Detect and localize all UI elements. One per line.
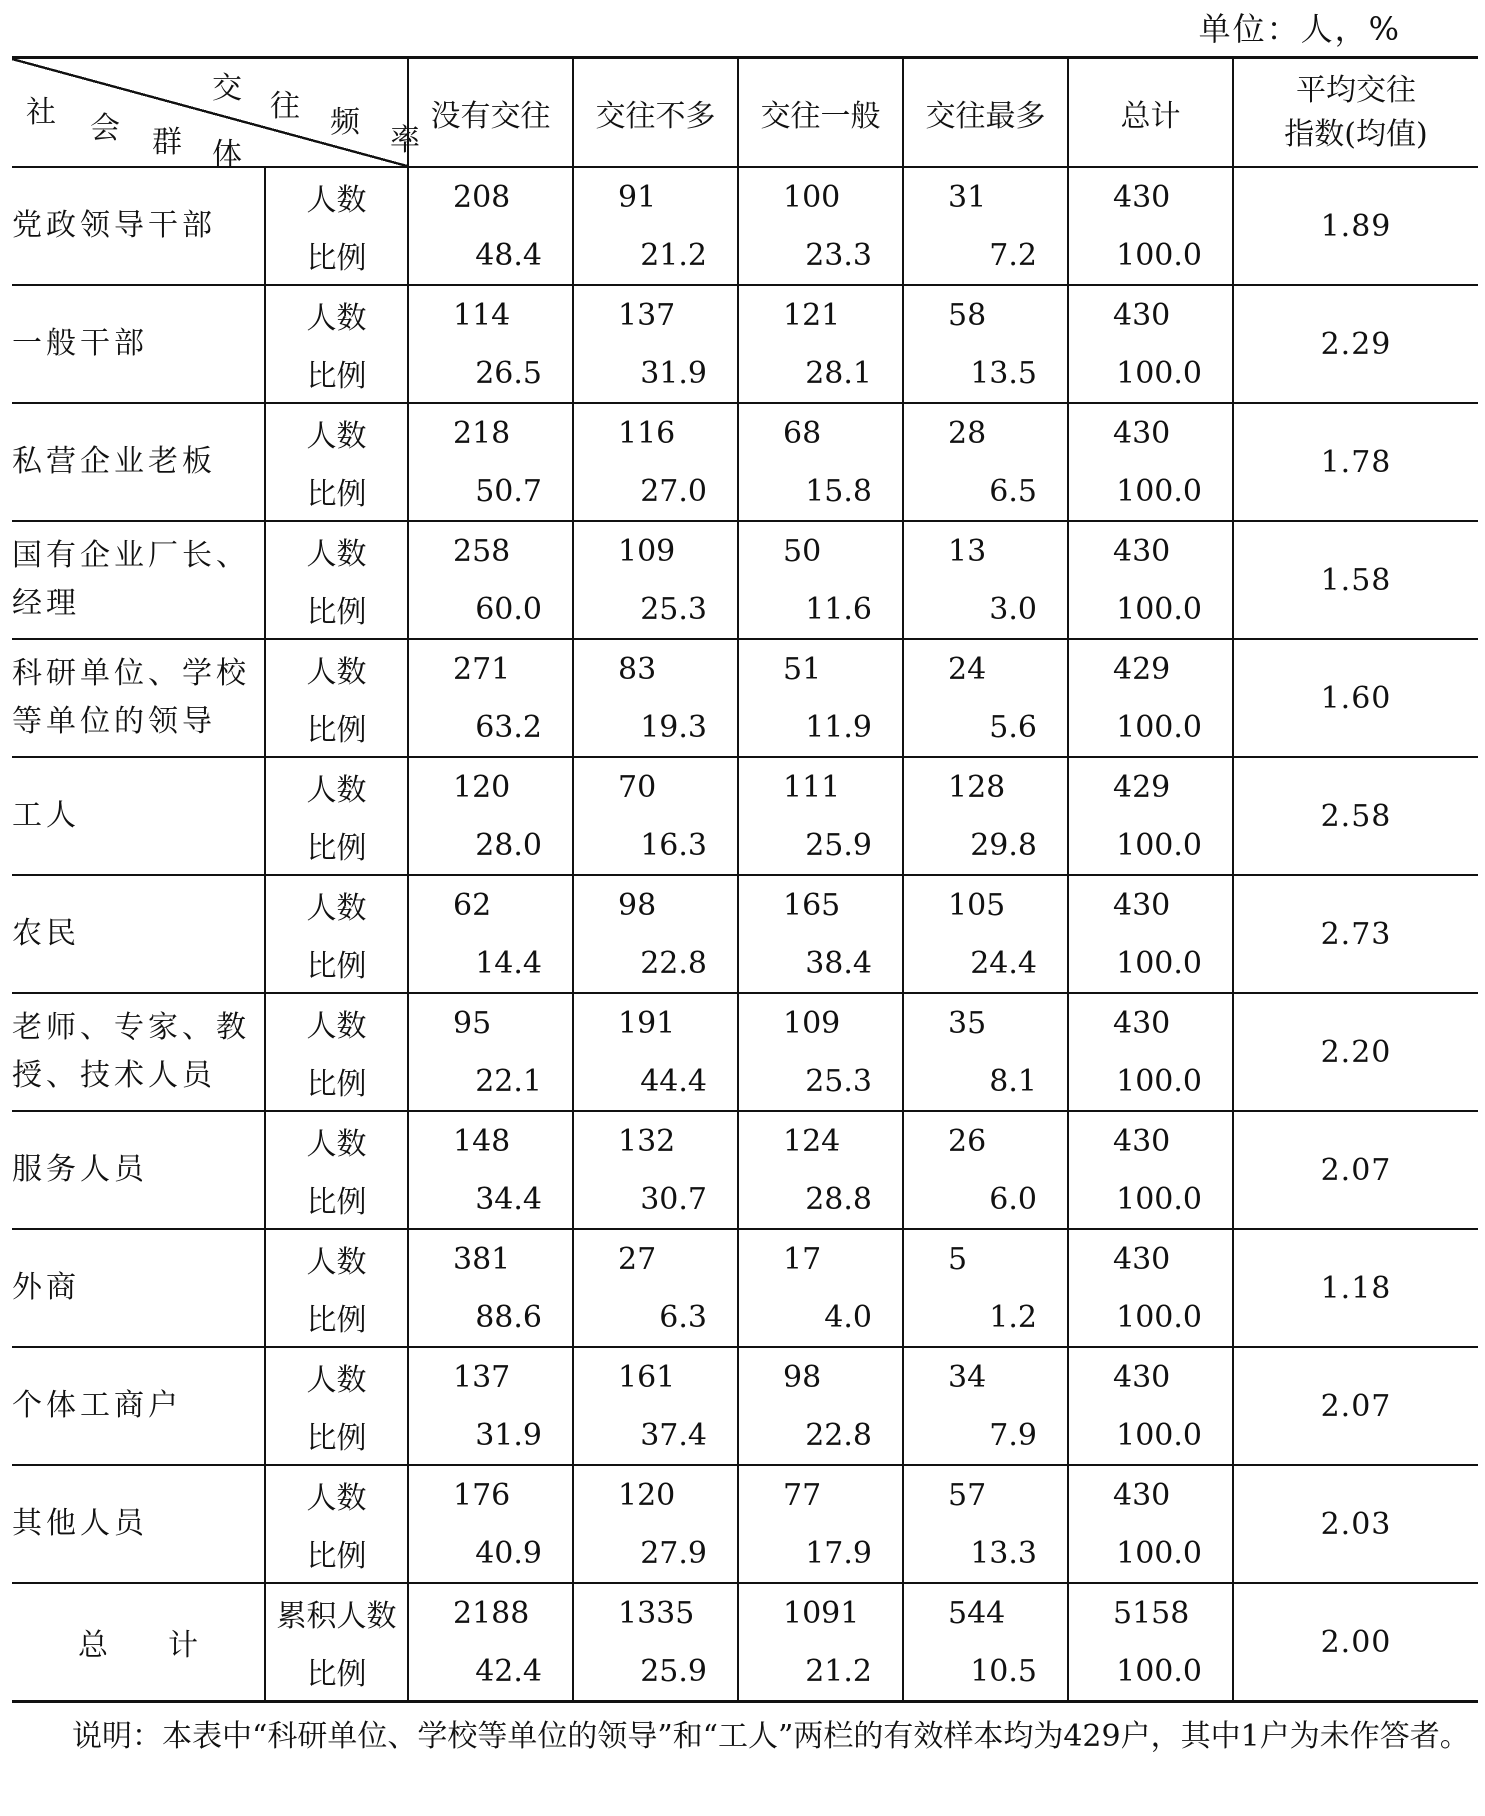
ratio-value: 50.7	[475, 473, 542, 509]
count-value: 430	[1113, 1005, 1171, 1041]
table-row	[12, 167, 1478, 285]
value-cell	[573, 1229, 738, 1347]
value-cell	[1068, 1583, 1233, 1702]
ratio-value: 48.4	[475, 237, 542, 273]
table-row	[12, 875, 1478, 993]
count-value: 176	[453, 1477, 511, 1513]
ratio-label: 比例	[306, 949, 367, 984]
table-row	[12, 1229, 1478, 1347]
col-header: 交往一般	[738, 58, 903, 168]
ratio-value: 11.9	[805, 709, 872, 745]
count-value: 1335	[618, 1595, 695, 1631]
value-cell	[573, 1111, 738, 1229]
ratio-value: 30.7	[640, 1181, 707, 1217]
value-cell	[1068, 639, 1233, 757]
count-value: 98	[618, 887, 657, 923]
count-label: 人数	[306, 1009, 367, 1044]
count-value: 544	[948, 1595, 1006, 1631]
sub-label-cell	[265, 1347, 408, 1465]
ratio-label: 比例	[306, 1185, 367, 1220]
count-value: 26	[948, 1123, 987, 1159]
value-cell	[1068, 403, 1233, 521]
table-row	[12, 993, 1478, 1111]
avg-index-value: 1.18	[1233, 1229, 1478, 1347]
table-row	[12, 521, 1478, 639]
value-cell	[738, 1229, 903, 1347]
diag-bottom-char: 群	[152, 125, 182, 160]
sub-label-cell	[265, 521, 408, 639]
count-label: 人数	[306, 183, 367, 218]
count-value: 34	[948, 1359, 987, 1395]
count-value: 430	[1113, 1241, 1171, 1277]
avg-index-value: 1.78	[1233, 403, 1478, 521]
value-cell	[1068, 1347, 1233, 1465]
count-value: 120	[618, 1477, 676, 1513]
ratio-value: 6.0	[989, 1181, 1037, 1217]
value-cell	[408, 167, 573, 285]
count-value: 430	[1113, 179, 1171, 215]
avg-index-value: 2.73	[1233, 875, 1478, 993]
value-cell	[738, 403, 903, 521]
count-value: 430	[1113, 1123, 1171, 1159]
avg-index-value: 1.89	[1233, 167, 1478, 285]
ratio-value: 100.0	[1116, 1535, 1202, 1571]
count-value: 161	[618, 1359, 676, 1395]
count-value: 98	[783, 1359, 822, 1395]
count-value: 137	[618, 297, 676, 333]
count-value: 132	[618, 1123, 676, 1159]
ratio-value: 25.3	[805, 1063, 872, 1099]
count-value: 27	[618, 1241, 657, 1277]
count-value: 109	[618, 533, 676, 569]
ratio-label: 比例	[306, 1657, 367, 1692]
ratio-value: 38.4	[805, 945, 872, 981]
ratio-value: 5.6	[989, 709, 1037, 745]
ratio-label: 比例	[306, 831, 367, 866]
count-value: 51	[783, 651, 822, 687]
count-value: 5158	[1113, 1595, 1190, 1631]
value-cell	[408, 521, 573, 639]
count-value: 116	[618, 415, 676, 451]
ratio-value: 13.3	[970, 1535, 1037, 1571]
group-name: 服务人员	[12, 1111, 265, 1229]
avg-col-header	[1233, 58, 1478, 168]
col-header: 交往不多	[573, 58, 738, 168]
table-row	[12, 285, 1478, 403]
ratio-value: 100.0	[1116, 355, 1202, 391]
value-cell	[903, 521, 1068, 639]
diag-top-char: 往	[270, 89, 300, 124]
diag-top-char: 率	[390, 123, 420, 158]
sub-label-cell	[265, 1111, 408, 1229]
ratio-value: 25.9	[805, 827, 872, 863]
count-label: 人数	[306, 773, 367, 808]
ratio-value: 27.0	[640, 473, 707, 509]
ratio-value: 6.5	[989, 473, 1037, 509]
value-cell	[573, 1465, 738, 1583]
value-cell	[408, 1111, 573, 1229]
ratio-value: 17.9	[805, 1535, 872, 1571]
count-label: 人数	[306, 1481, 367, 1516]
diag-bottom-char: 体	[212, 137, 242, 172]
avg-header-line1: 平均交往	[1296, 72, 1416, 108]
sub-label-cell	[265, 1465, 408, 1583]
ratio-label: 比例	[306, 595, 367, 630]
count-label: 人数	[306, 301, 367, 336]
value-cell	[1068, 875, 1233, 993]
value-cell	[903, 403, 1068, 521]
ratio-value: 8.1	[989, 1063, 1037, 1099]
ratio-value: 22.8	[805, 1417, 872, 1453]
avg-index-value: 2.03	[1233, 1465, 1478, 1583]
count-value: 91	[618, 179, 657, 215]
value-cell	[573, 285, 738, 403]
ratio-value: 3.0	[989, 591, 1037, 627]
count-value: 114	[453, 297, 511, 333]
group-name: 外商	[12, 1229, 265, 1347]
value-cell	[573, 521, 738, 639]
ratio-value: 29.8	[970, 827, 1037, 863]
value-cell	[1068, 993, 1233, 1111]
count-value: 124	[783, 1123, 841, 1159]
value-cell	[1068, 1111, 1233, 1229]
diag-top-char: 频	[330, 105, 360, 140]
group-name: 科研单位、学校等单位的领导	[12, 639, 265, 757]
table-row	[12, 639, 1478, 757]
value-cell	[903, 1583, 1068, 1702]
count-value: 430	[1113, 887, 1171, 923]
value-cell	[408, 403, 573, 521]
col-header: 总计	[1068, 58, 1233, 168]
value-cell	[738, 757, 903, 875]
value-cell	[408, 1465, 573, 1583]
count-value: 31	[948, 179, 987, 215]
ratio-value: 10.5	[970, 1653, 1037, 1689]
ratio-value: 100.0	[1116, 1063, 1202, 1099]
group-name: 老师、专家、教授、技术人员	[12, 993, 265, 1111]
count-value: 208	[453, 179, 511, 215]
value-cell	[738, 167, 903, 285]
diagonal-header	[12, 59, 420, 172]
group-name: 私营企业老板	[12, 403, 265, 521]
ratio-value: 28.0	[475, 827, 542, 863]
ratio-value: 4.0	[824, 1299, 872, 1335]
data-table	[12, 56, 1478, 1703]
sub-label-cell	[265, 993, 408, 1111]
table-row	[12, 403, 1478, 521]
count-value: 68	[783, 415, 822, 451]
value-cell	[1068, 757, 1233, 875]
count-value: 13	[948, 533, 987, 569]
ratio-value: 21.2	[640, 237, 707, 273]
table-header-row	[12, 58, 1478, 168]
ratio-value: 11.6	[805, 591, 872, 627]
ratio-value: 13.5	[970, 355, 1037, 391]
sub-label-cell	[265, 875, 408, 993]
count-value: 128	[948, 769, 1006, 805]
value-cell	[408, 993, 573, 1111]
ratio-value: 31.9	[475, 1417, 542, 1453]
value-cell	[738, 1347, 903, 1465]
value-cell	[738, 1111, 903, 1229]
avg-index-value: 2.29	[1233, 285, 1478, 403]
value-cell	[408, 285, 573, 403]
value-cell	[573, 993, 738, 1111]
avg-index-value: 2.00	[1233, 1583, 1478, 1702]
value-cell	[903, 1347, 1068, 1465]
count-label: 人数	[306, 1245, 367, 1280]
count-value: 430	[1113, 415, 1171, 451]
diag-top-char: 交	[212, 71, 242, 106]
count-value: 137	[453, 1359, 511, 1395]
ratio-label: 比例	[306, 241, 367, 276]
value-cell	[738, 521, 903, 639]
count-label: 人数	[306, 537, 367, 572]
value-cell	[738, 1465, 903, 1583]
count-value: 120	[453, 769, 511, 805]
ratio-value: 14.4	[475, 945, 542, 981]
value-cell	[408, 1347, 573, 1465]
avg-index-value: 2.07	[1233, 1111, 1478, 1229]
ratio-value: 100.0	[1116, 237, 1202, 273]
value-cell	[738, 639, 903, 757]
count-value: 165	[783, 887, 841, 923]
count-value: 429	[1113, 651, 1171, 687]
count-value: 2188	[453, 1595, 530, 1631]
value-cell	[738, 1583, 903, 1702]
group-name: 党政领导干部	[12, 167, 265, 285]
table-row	[12, 1465, 1478, 1583]
value-cell	[408, 757, 573, 875]
avg-index-value: 1.60	[1233, 639, 1478, 757]
group-name: 国有企业厂长、经理	[12, 521, 265, 639]
ratio-value: 25.3	[640, 591, 707, 627]
group-name: 其他人员	[12, 1465, 265, 1583]
count-value: 430	[1113, 297, 1171, 333]
count-value: 62	[453, 887, 492, 923]
count-value: 109	[783, 1005, 841, 1041]
ratio-value: 6.3	[659, 1299, 707, 1335]
value-cell	[1068, 167, 1233, 285]
ratio-value: 28.8	[805, 1181, 872, 1217]
group-name: 一般干部	[12, 285, 265, 403]
ratio-value: 100.0	[1116, 1299, 1202, 1335]
count-value: 1091	[783, 1595, 860, 1631]
count-value: 83	[618, 651, 657, 687]
value-cell	[903, 285, 1068, 403]
value-cell	[903, 875, 1068, 993]
count-value: 430	[1113, 533, 1171, 569]
count-value: 95	[453, 1005, 492, 1041]
count-value: 70	[618, 769, 657, 805]
count-value: 271	[453, 651, 511, 687]
ratio-value: 100.0	[1116, 1417, 1202, 1453]
avg-index-value: 2.20	[1233, 993, 1478, 1111]
ratio-label: 比例	[306, 1421, 367, 1456]
count-label: 人数	[306, 1363, 367, 1398]
count-value: 258	[453, 533, 511, 569]
ratio-value: 88.6	[475, 1299, 542, 1335]
ratio-label: 比例	[306, 1067, 367, 1102]
ratio-value: 63.2	[475, 709, 542, 745]
col-header: 交往最多	[903, 58, 1068, 168]
count-value: 58	[948, 297, 987, 333]
col-header: 没有交往	[408, 58, 573, 168]
count-value: 28	[948, 415, 987, 451]
ratio-value: 22.1	[475, 1063, 542, 1099]
ratio-value: 44.4	[640, 1063, 707, 1099]
count-label: 人数	[306, 1127, 367, 1162]
ratio-value: 21.2	[805, 1653, 872, 1689]
total-label: 总 计	[12, 1583, 265, 1702]
table-body	[12, 167, 1478, 1702]
count-value: 24	[948, 651, 987, 687]
value-cell	[573, 1583, 738, 1702]
avg-header-line2: 指数(均值)	[1284, 116, 1428, 152]
sub-label-cell	[265, 403, 408, 521]
ratio-value: 100.0	[1116, 945, 1202, 981]
sub-label-cell	[265, 285, 408, 403]
count-value: 191	[618, 1005, 676, 1041]
count-value: 430	[1113, 1359, 1171, 1395]
ratio-label: 比例	[306, 1539, 367, 1574]
ratio-value: 25.9	[640, 1653, 707, 1689]
value-cell	[903, 757, 1068, 875]
ratio-value: 26.5	[475, 355, 542, 391]
ratio-value: 27.9	[640, 1535, 707, 1571]
count-value: 35	[948, 1005, 987, 1041]
value-cell	[408, 1229, 573, 1347]
count-label: 人数	[306, 891, 367, 926]
value-cell	[903, 639, 1068, 757]
avg-index-value: 2.07	[1233, 1347, 1478, 1465]
ratio-value: 42.4	[475, 1653, 542, 1689]
ratio-value: 7.2	[989, 237, 1037, 273]
group-name: 农民	[12, 875, 265, 993]
value-cell	[1068, 1229, 1233, 1347]
avg-index-value: 2.58	[1233, 757, 1478, 875]
ratio-value: 40.9	[475, 1535, 542, 1571]
count-value: 57	[948, 1477, 987, 1513]
total-row	[12, 1583, 1478, 1702]
value-cell	[408, 1583, 573, 1702]
ratio-value: 15.8	[805, 473, 872, 509]
value-cell	[903, 1111, 1068, 1229]
count-value: 381	[453, 1241, 511, 1277]
ratio-value: 100.0	[1116, 591, 1202, 627]
ratio-value: 31.9	[640, 355, 707, 391]
value-cell	[738, 993, 903, 1111]
table-row	[12, 1347, 1478, 1465]
ratio-value: 19.3	[640, 709, 707, 745]
count-value: 218	[453, 415, 511, 451]
ratio-value: 28.1	[805, 355, 872, 391]
avg-index-value: 1.58	[1233, 521, 1478, 639]
group-name: 工人	[12, 757, 265, 875]
value-cell	[738, 285, 903, 403]
count-value: 111	[783, 769, 841, 805]
value-cell	[573, 757, 738, 875]
count-value: 121	[783, 297, 841, 333]
value-cell	[573, 403, 738, 521]
ratio-value: 100.0	[1116, 1653, 1202, 1689]
count-value: 50	[783, 533, 822, 569]
ratio-value: 34.4	[475, 1181, 542, 1217]
diag-bottom-char: 会	[90, 111, 120, 146]
value-cell	[903, 167, 1068, 285]
ratio-value: 16.3	[640, 827, 707, 863]
sub-label-cell	[265, 1229, 408, 1347]
value-cell	[408, 875, 573, 993]
ratio-value: 37.4	[640, 1417, 707, 1453]
footnote: 说明：本表中“科研单位、学校等单位的领导”和“工人”两栏的有效样本均为429户，其中1户为未作答者。	[72, 1719, 1470, 1754]
ratio-label: 比例	[306, 1303, 367, 1338]
cum-count-label: 累积人数	[276, 1599, 397, 1634]
diagonal-header-cell	[12, 58, 420, 172]
ratio-value: 100.0	[1116, 709, 1202, 745]
count-value: 17	[783, 1241, 822, 1277]
count-value: 430	[1113, 1477, 1171, 1513]
count-value: 5	[948, 1241, 968, 1277]
ratio-value: 24.4	[970, 945, 1037, 981]
count-value: 429	[1113, 769, 1171, 805]
count-value: 77	[783, 1477, 822, 1513]
table-row	[12, 1111, 1478, 1229]
ratio-value: 7.9	[989, 1417, 1037, 1453]
ratio-value: 23.3	[805, 237, 872, 273]
diag-bottom-char: 社	[26, 95, 56, 130]
value-cell	[903, 1229, 1068, 1347]
sub-label-cell	[265, 1583, 408, 1702]
value-cell	[1068, 285, 1233, 403]
ratio-value: 100.0	[1116, 1181, 1202, 1217]
ratio-label: 比例	[306, 713, 367, 748]
count-value: 105	[948, 887, 1006, 923]
ratio-value: 100.0	[1116, 473, 1202, 509]
value-cell	[903, 1465, 1068, 1583]
ratio-label: 比例	[306, 477, 367, 512]
count-value: 100	[783, 179, 841, 215]
value-cell	[738, 875, 903, 993]
table-row	[12, 757, 1478, 875]
ratio-value: 60.0	[475, 591, 542, 627]
ratio-value: 100.0	[1116, 827, 1202, 863]
count-value: 148	[453, 1123, 511, 1159]
value-cell	[573, 167, 738, 285]
sub-label-cell	[265, 757, 408, 875]
value-cell	[408, 639, 573, 757]
sub-label-cell	[265, 639, 408, 757]
value-cell	[1068, 521, 1233, 639]
sub-label-cell	[265, 167, 408, 285]
ratio-label: 比例	[306, 359, 367, 394]
count-label: 人数	[306, 655, 367, 690]
value-cell	[1068, 1465, 1233, 1583]
value-cell	[573, 1347, 738, 1465]
count-label: 人数	[306, 419, 367, 454]
value-cell	[903, 993, 1068, 1111]
value-cell	[573, 639, 738, 757]
group-name: 个体工商户	[12, 1347, 265, 1465]
value-cell	[573, 875, 738, 993]
ratio-value: 1.2	[989, 1299, 1037, 1335]
ratio-value: 22.8	[640, 945, 707, 981]
unit-label: 单位：人，%	[1198, 10, 1401, 48]
